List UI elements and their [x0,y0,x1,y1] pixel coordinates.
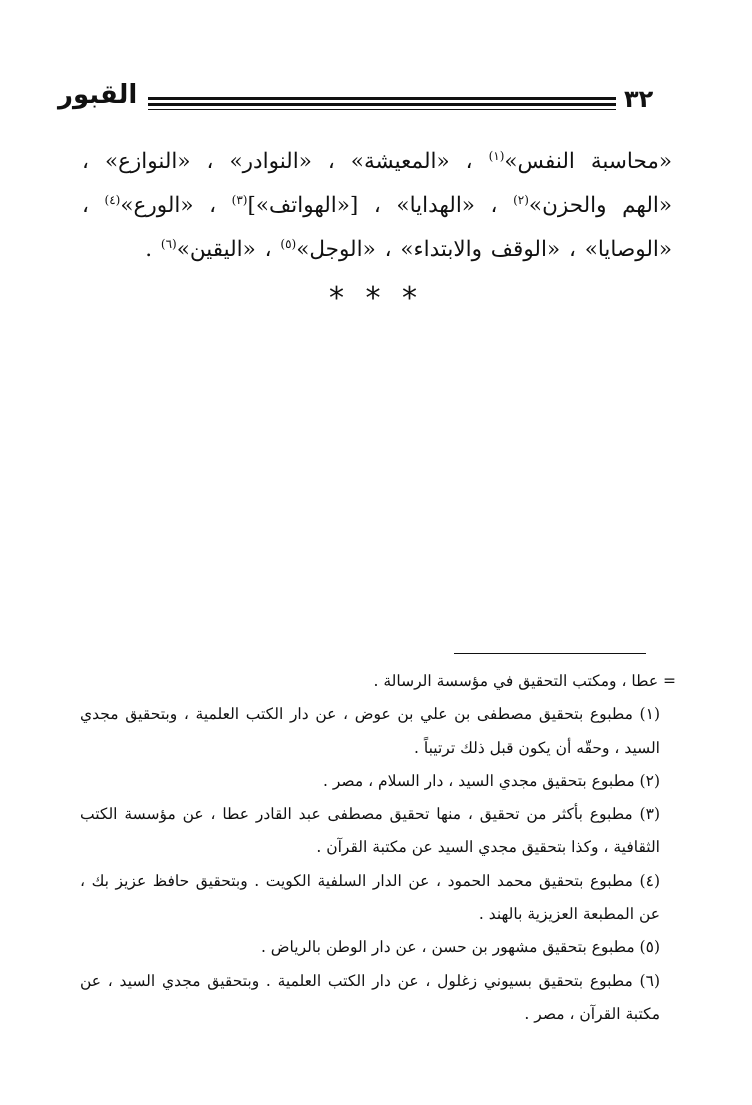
body-text-segment: ، «المعيشة» ، «النوادر» ، «النوازع» ، «الهم والحزن» [82,149,673,218]
body-text-segment: «محاسبة النفس» [504,149,672,174]
footnote-2: (٢) مطبوع بتحقيق مجدي السيد ، دار السلام ، مصر . [323,771,660,790]
footnote-ref-6[interactable]: (٦) [160,236,177,251]
footnote-6: (٦) مطبوع بتحقيق بسيوني زغلول ، عن دار الكتب العلمية . وبتحقيق مجدي السيد ، عن مكتبة القرآن ، مصر . [80,971,660,1023]
footnote-ref-2[interactable]: (٢) [513,192,529,207]
footnotes [80,665,676,1031]
footnote-3: (٣) مطبوع بأكثر من تحقيق ، منها تحقيق مصطفى عبد القادر عطا ، عن مؤسسة الكتب الثقافية ، وكذا بتحقيق مجدي السيد عن مكتبة القرآن . [80,805,660,857]
section-divider-ornament: * * * [328,281,424,316]
body-text-segment: . [145,237,161,262]
footnote-4: (٤) مطبوع بتحقيق محمد الحمود ، عن الدار السلفية الكويت . وبتحقيق حافظ عزيز بك ، عن المطبعة العزيزية بالهند . [80,871,660,924]
footnote-1: (١) مطبوع بتحقيق مصطفى بن علي بن عوض ، عن دار الكتب العلمية ، وبتحقيق مجدي السيد ، وحقّه أن يكون قبل ذلك ترتيباً . [80,705,660,757]
footnote-ref-5[interactable]: (٥) [280,236,297,251]
body-text-segment: ، «اليقين» [176,237,281,262]
footnote-ref-1[interactable]: (١) [488,148,505,163]
header-rule [148,97,616,100]
body-text-segment: ، «الورع» [120,193,232,218]
footnote-continuation: = عطا ، ومكتب التحقيق في مؤسسة الرسالة . [373,672,676,690]
footnote-separator [454,653,646,654]
page-number: ٣٢ [624,85,654,113]
body-text-segment: ، «الوصايا» ، «الوقف والابتداء» ، «الوجل» [82,193,672,262]
body-text-segment: ، «الهدايا» ، [«الهواتف»] [247,193,514,218]
header-rule [148,103,616,106]
footnote-5: (٥) مطبوع بتحقيق مشهور بن حسن ، عن دار الوطن بالرياض . [260,938,660,957]
header-rule [148,109,616,110]
footnote-ref-3[interactable]: (٣) [231,192,248,207]
body-paragraph [82,140,672,272]
running-title: القبور [58,80,138,110]
footnote-ref-4[interactable]: (٤) [104,192,121,207]
